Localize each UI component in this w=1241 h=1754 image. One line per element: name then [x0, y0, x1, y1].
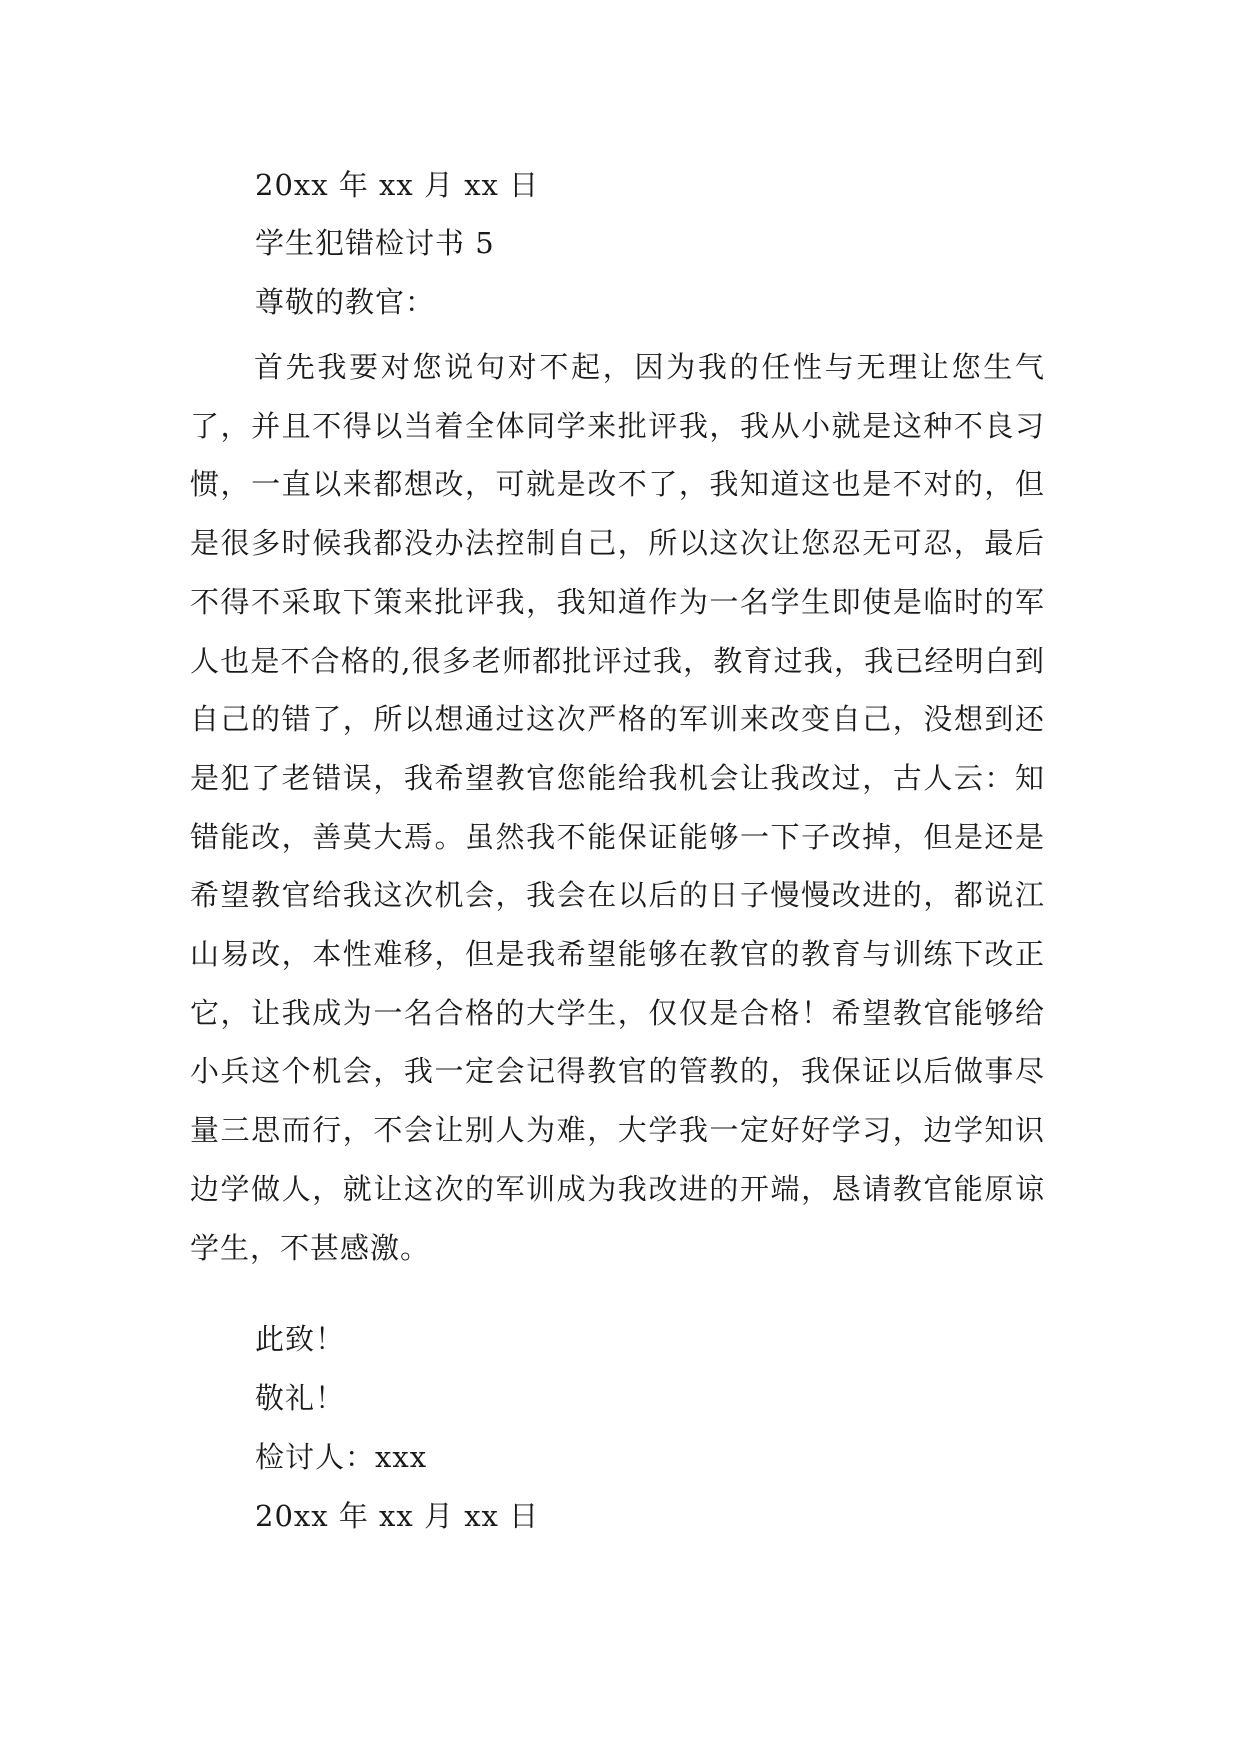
date-top: 20xx 年 xx 月 xx 日: [255, 168, 540, 202]
body-paragraph: 首先我要对您说句对不起，因为我的任性与无理让您生气了，并且不得以当着全体同学来批评我，我从小就是这种不良习惯，一直以来都想改，可就是改不了，我知道这也是不对的，但是很多时候我都没办法控制自己，所以这次让您忍无可忍，最后不得不采取下策来批评我，我知道作为一名学生即使是临时的军人也是不合格的,很多老师都批评过我，教育过我，我已经明白到自己的错了，所以想通过这次严格的军训来改变自己，没想到还是犯了老错误，我希望教官您能给我机会让我改过，古人云：知错能改，善莫大焉。虽然我不能保证能够一下子改掉，但是还是希望教官给我这次机会，我会在以后的日子慢慢改进的，都说江山易改，本性难移，但是我希望能够在教官的教育与训练下改正它，让我成为一名合格的大学生，仅仅是合格！希望教官能够给小兵这个机会，我一定会记得教官的管教的，我保证以后做事尽量三思而行，不会让别人为难，大学我一定好好学习，边学知识边学做人，就让这次的军训成为我改进的开端，恳请教官能原谅学生，不甚感激。: [190, 350, 1045, 1265]
document-title: 学生犯错检讨书 5: [255, 226, 495, 260]
closing-2: 敬礼！: [255, 1381, 346, 1415]
date-bottom: 20xx 年 xx 月 xx 日: [255, 1499, 540, 1533]
signature: 检讨人：xxx: [255, 1440, 428, 1474]
closing-1: 此致！: [255, 1322, 346, 1356]
salutation: 尊敬的教官：: [255, 285, 436, 319]
